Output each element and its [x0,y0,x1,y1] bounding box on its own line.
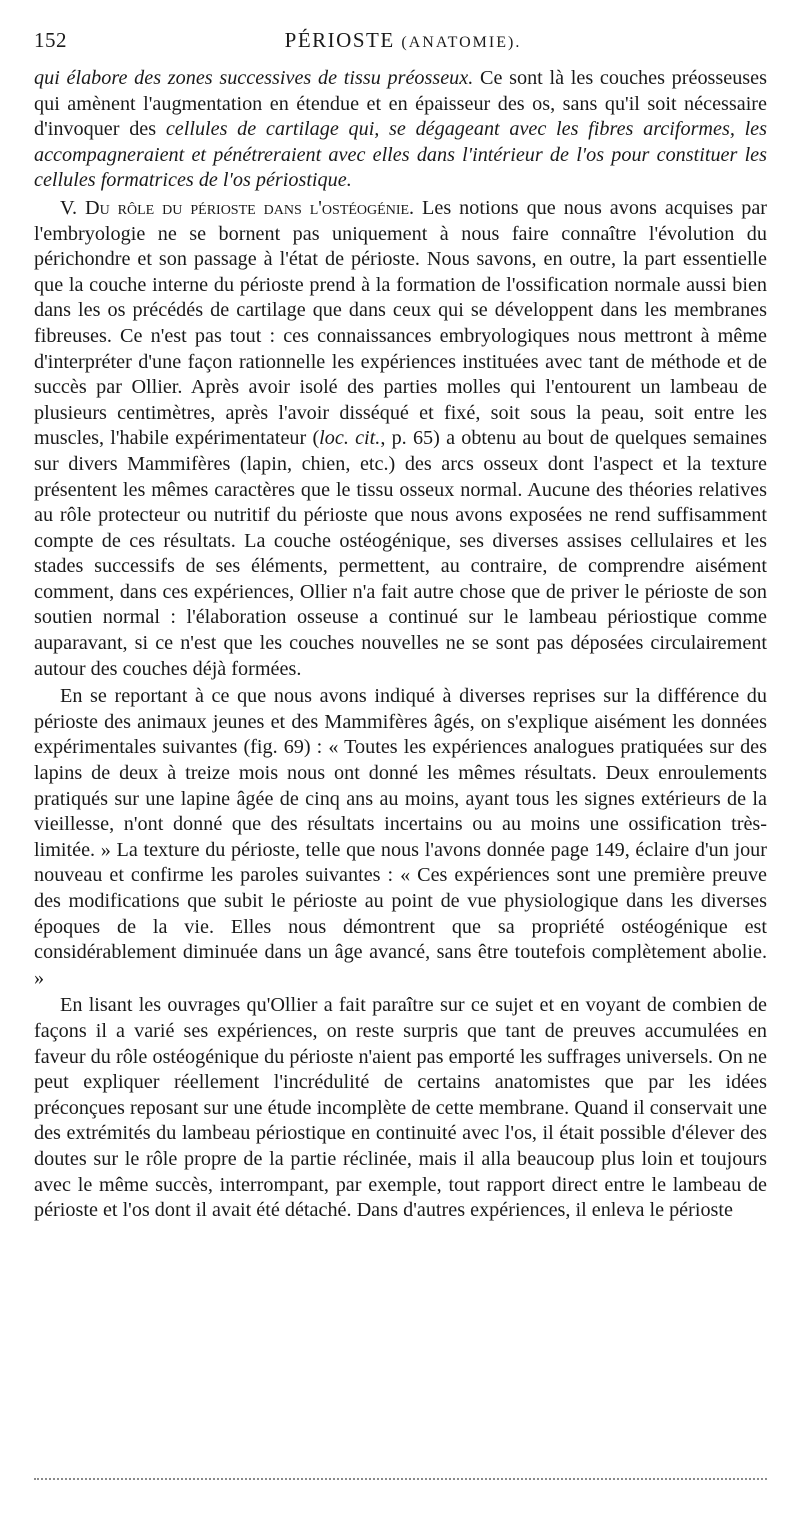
body-span: , p. 65) a obtenu au bout de quelques semaines sur divers Mammifères (lapin, chien, etc.) des arcs osseux dont l'aspect et la texture présentent les mêmes caractères que le tissu osseux normal. Aucune des théories relatives au rôle protecteur ou nutritif du périoste que nous avons exposées ne rend suffisamment compte de ces résultats. La couche ostéogénique, ses diverses assises cellulaires et les stades successifs de ses éléments, permettent, au contraire, de comprendre aisément comment, dans ces expériences, Ollier n'a fait autre chose que de priver le périoste de son soutien normal : l'élaboration osseuse a continué sur le lambeau périostique comme auparavant, si ce n'est que les couches nouvelles ne se sont pas déposées circulairement autour des couches déjà formées. [34,427,768,680]
footer-dotted-rule [34,1478,767,1480]
running-header [34,22,772,58]
running-title-main: PÉRIOSTE [284,28,395,52]
running-title [34,28,772,53]
section-numeral: V. [60,196,78,219]
running-title-sub: (ANATOMIE). [401,34,522,51]
paragraph-1 [34,66,767,194]
paragraph-4: En lisant les ouvrages qu'Ollier a fait paraître sur ce sujet et en voyant de combien de façons il a varié ses expériences, on reste surpris que tant de preuves accumulées en faveur du rôle ostéogénique du périoste n'aient pas emporté les suffrages universels. On ne peut expliquer réellement l'incrédulité de certains anatomistes que par les idées préconçues reposant sur une étude incomplète de cette membrane. Quand il conservait une des extrémités du lambeau périostique en continuité avec l'os, il était possible d'élever des doutes sur le rôle propre de la partie réclinée, mais il alla beaucoup plus loin et toujours avec le même succès, interrompant, par exemple, tout rapport direct entre le lambeau de périoste et l'os dont il avait été détaché. Dans d'autres expériences, il enleva le périoste [34,994,767,1222]
body-span: Les notions que nous avons acquises par l'embryologie ne se bornent pas uniquement à nous faire connaître l'évolution du périchondre et son passage à l'état de périoste. Nous savons, en outre, la part essentielle que la couche interne du périoste prend à la formation de l'ossification normale aussi bien dans les os précédés de cartilage que dans ceux qui se développent dans les membranes fibreuses. Ce n'est pas tout : ces connaissances embryologiques nous mettront à même d'interpréter d'une façon rationnelle les expériences instituées avec tant de méthode et de succès par Ollier. Après avoir isolé des parties molles qui l'entourent un lambeau de plusieurs centimètres, après l'avoir disséqué et fixé, soit sous la peau, soit entre les muscles, l'habile expérimentateur ( [34,196,768,450]
section-heading: Du rôle du périoste dans l'ostéogénie. [85,196,415,219]
page-number: 152 [34,28,67,52]
body-text [34,66,767,1224]
paragraph-3: En se reportant à ce que nous avons indiqué à diverses reprises sur la différence du périoste des animaux jeunes et des Mammifères âgés, on s'explique aisément les données expérimentales suivantes (fig. 69) : « Toutes les expériences analogues pratiquées sur des lapins de deux à treize mois nous ont donné les mêmes résultats. Deux enroulements pratiqués sur une lapine âgée de cinq ans au moins, ayant tous les signes extérieurs de la vieillesse, n'ont donné que des résultats incertains ou au moins une ossification très-limitée. » La texture du périoste, telle que nous l'avons donnée page 149, éclaire d'un jour nouveau et confirme les paroles suivantes : « Ces expériences sont une première preuve des modifications que subit le périoste au point de vue physiologique dans les diverses époques de la vie. Elles nous démontrent que sa propriété ostéogénique est considérablement diminuée dans un âge avancé, sans être toutefois complètement abolie. » [34,685,767,989]
body-span: Ce sont là les couches préosseuses qui amènent l'augmentation en étendue et en épaisseur des os, sans qu'il soit nécessaire d'invoquer des [34,67,767,141]
paragraph-2 [34,196,767,682]
italic-text: cellules de cartilage qui, se dégageant avec les fibres arciformes, les accompagneraient et pénétreraient avec elles dans l'intérieur de l'os pour constituer les cellules formatrices de l'os périostique. [34,118,767,192]
citation: loc. cit. [319,427,381,450]
italic-text: qui élabore des zones successives de tissu préosseux. [34,67,474,89]
